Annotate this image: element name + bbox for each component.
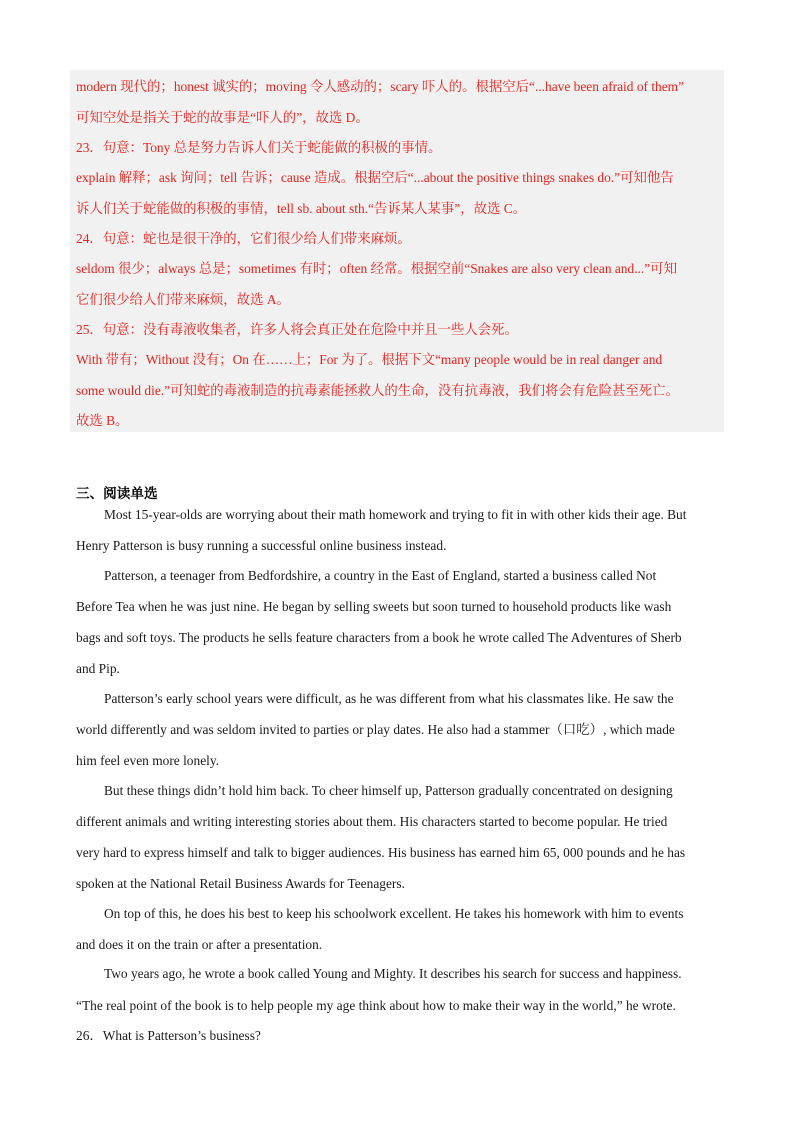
answer-line: explain 解释；ask 询问；tell 告诉；cause 造成。根据空后“...about the positive things snakes do.”可知他告 [76, 170, 674, 185]
passage-line: Most 15-year-olds are worrying about their math homework and trying to fit in with other kids their age. But [104, 507, 687, 522]
passage-line: Henry Patterson is busy running a successful online business instead. [76, 538, 447, 553]
passage-line: different animals and writing interesting stories about them. His characters started to become popular. He tried [76, 814, 668, 829]
passage-line: Patterson, a teenager from Bedfordshire, a country in the East of England, started a business called Not [104, 568, 657, 583]
passage-line: Patterson’s early school years were difficult, as he was different from what his classmates like. He saw the [104, 691, 674, 706]
passage-line: world differently and was seldom invited to parties or play dates. He also had a stammer（口吃）, which made [76, 722, 675, 737]
passage-line: and Pip. [76, 661, 120, 676]
passage-line: Before Tea when he was just nine. He began by selling sweets but soon turned to household products like wash [76, 599, 672, 614]
answer-line: 25．句意：没有毒液收集者，许多人将会真正处在危险中并且一些人会死。 [76, 322, 518, 337]
passage-line: him feel even more lonely. [76, 753, 220, 768]
answer-explanation-box [70, 70, 724, 432]
question-26: 26．What is Patterson’s business? [76, 1028, 261, 1043]
passage-line: Two years ago, he wrote a book called Young and Mighty. It describes his search for success and happiness. [104, 966, 682, 981]
section-heading: 三、阅读单选 [76, 486, 158, 501]
answer-line: modern 现代的；honest 诚实的；moving 令人感动的；scary 吓人的。根据空后“...have been afraid of them” [76, 79, 685, 94]
passage-line: spoken at the National Retail Business Awards for Teenagers. [76, 876, 405, 891]
passage-line: On top of this, he does his best to keep his schoolwork excellent. He takes his homework with him to events [104, 906, 684, 921]
answer-line: seldom 很少；always 总是；sometimes 有时；often 经常。根据空前“Snakes are also very clean and...”可知 [76, 261, 677, 276]
passage-line: But these things didn’t hold him back. To cheer himself up, Patterson gradually concentrated on designing [104, 783, 673, 798]
answer-line: 24．句意：蛇也是很干净的，它们很少给人们带来麻烦。 [76, 231, 411, 246]
passage-line: bags and soft toys. The products he sells feature characters from a book he wrote called The Adventures of Sherb [76, 630, 682, 645]
answer-line: 它们很少给人们带来麻烦，故选 A。 [76, 292, 290, 307]
passage-line: “The real point of the book is to help people my age think about how to make their way in the world,” he wrote. [76, 998, 676, 1013]
passage-line: very hard to express himself and talk to bigger audiences. His business has earned him 65, 000 pounds and he has [76, 845, 686, 860]
passage-line: and does it on the train or after a presentation. [76, 937, 323, 952]
answer-line: 故选 B。 [76, 413, 129, 428]
answer-line: 23．句意：Tony 总是努力告诉人们关于蛇能做的积极的事情。 [76, 140, 442, 155]
answer-line: 可知空处是指关于蛇的故事是“吓人的”，故选 D。 [76, 110, 369, 125]
answer-line: 诉人们关于蛇能做的积极的事情，tell sb. about sth.“告诉某人某事”，故选 C。 [76, 201, 527, 216]
answer-line: With 带有；Without 没有；On 在……上；For 为了。根据下文“many people would be in real danger and [76, 352, 663, 367]
answer-line: some would die.”可知蛇的毒液制造的抗毒素能拯救人的生命，没有抗毒液，我们将会有危险甚至死亡。 [76, 383, 679, 398]
